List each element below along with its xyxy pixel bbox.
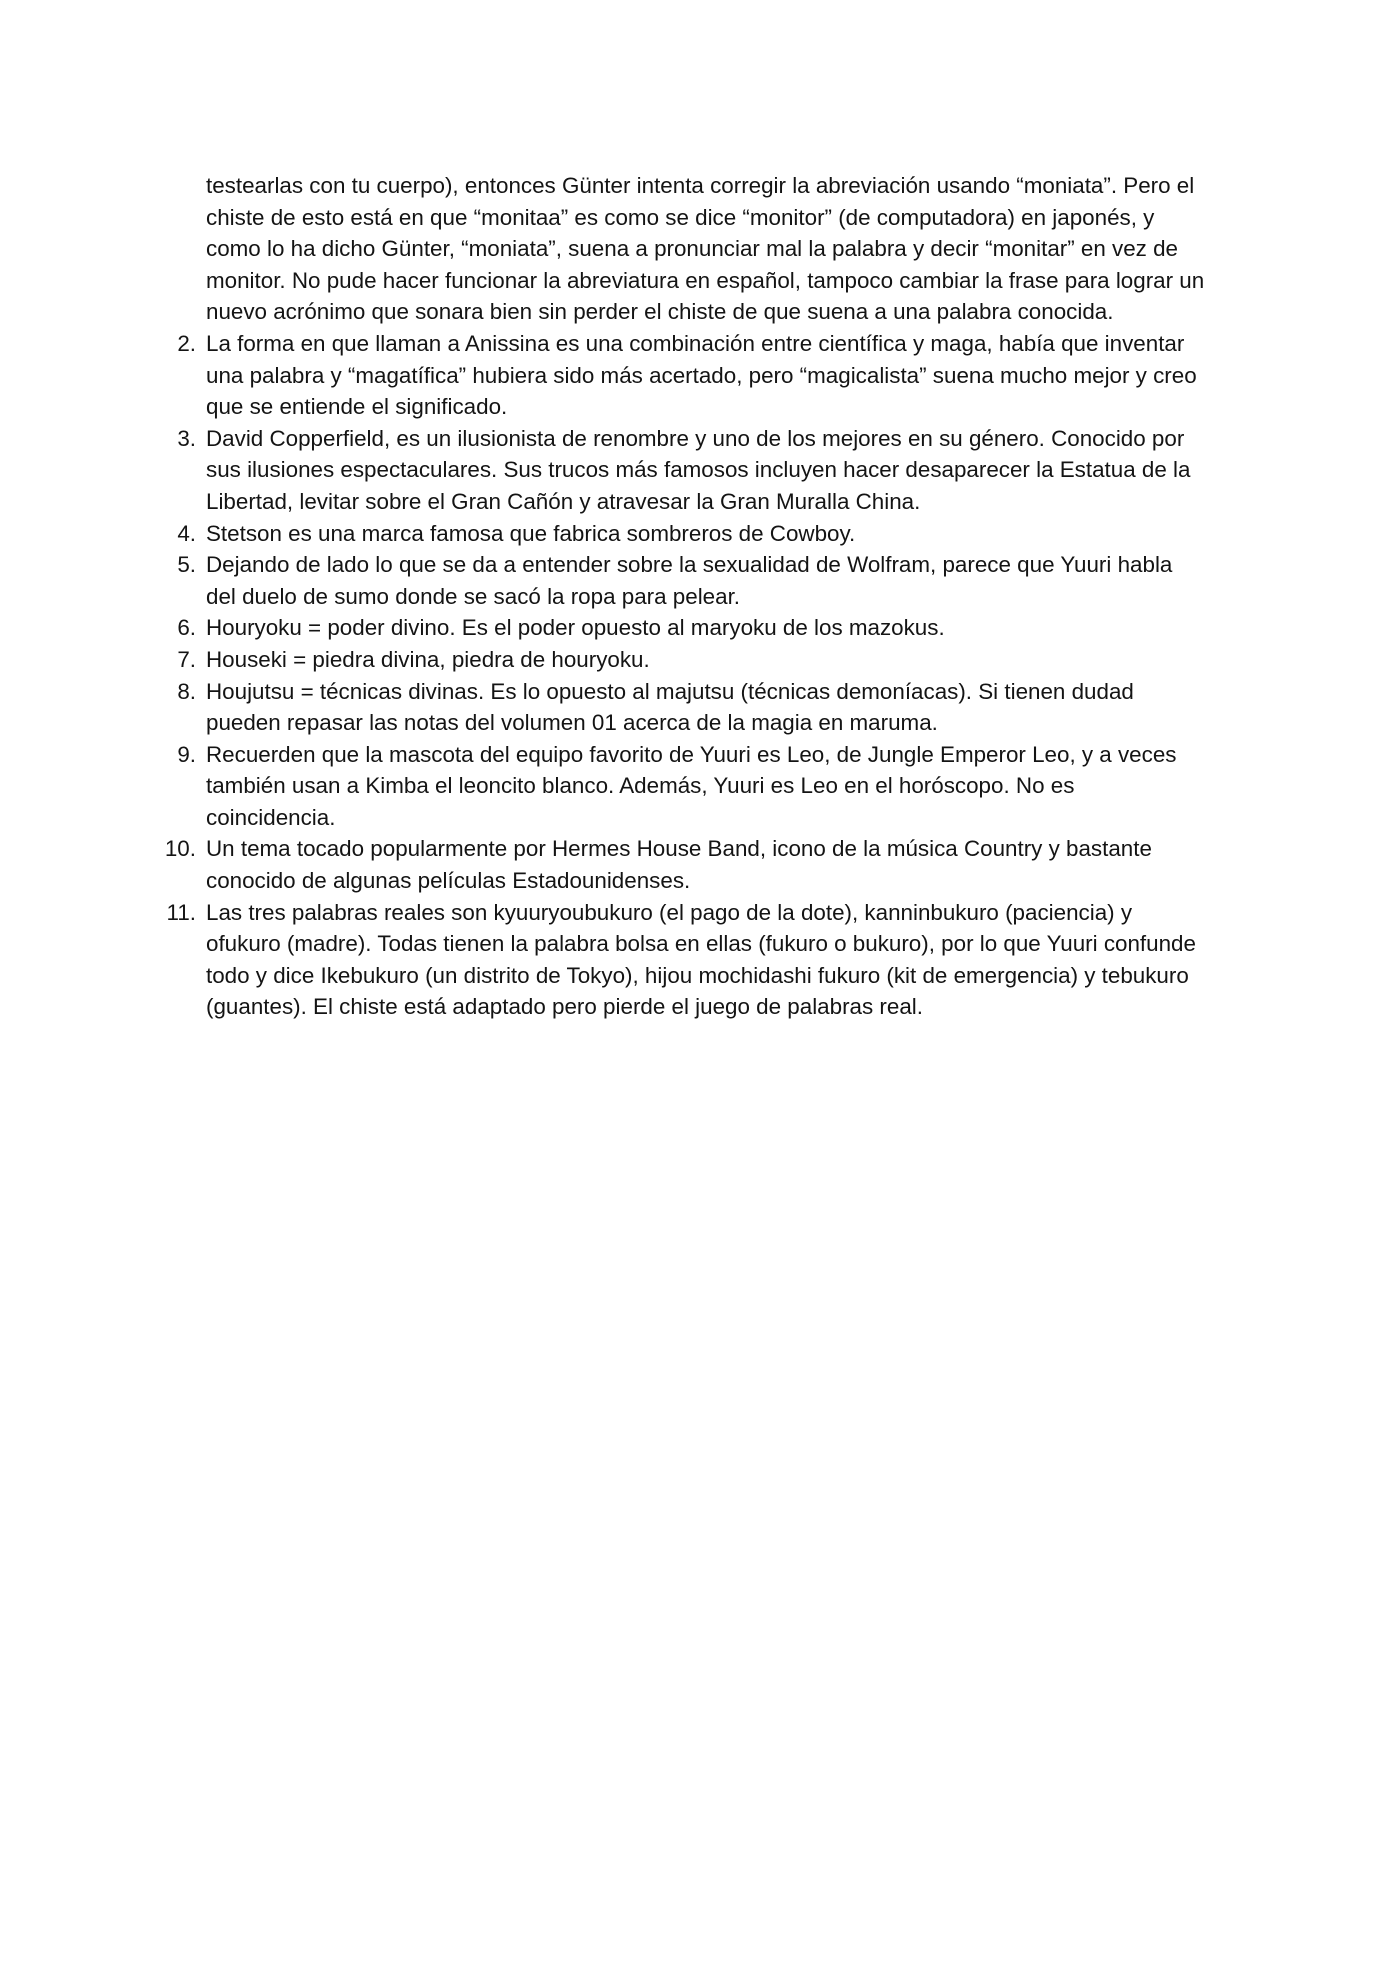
note-item-3	[177, 423, 1206, 518]
note-item-5	[177, 549, 1206, 612]
note-text: Las tres palabras reales son kyuuryoubukuro (el pago de la dote), kanninbukuro (paciencia) y ofukuro (madre). Todas tienen la palabra bolsa en ellas (fukuro o bukuro), por lo que Yuuri confunde todo y dice Ikebukuro (un distrito de Tokyo), hijou mochidashi fukuro (kit de emergencia) y tebukuro (guantes). El chiste está adaptado pero pierde el juego de palabras real.	[206, 899, 1196, 1020]
note-item-4	[177, 518, 1206, 550]
note-text: David Copperfield, es un ilusionista de renombre y uno de los mejores en su género. Conocido por sus ilusiones espectaculares. Sus trucos más famosos incluyen hacer desaparecer la Estatua de la Libertad, levitar sobre el Gran Cañón y atravesar la Gran Muralla China.	[206, 425, 1191, 514]
note-item-10	[164, 833, 1206, 896]
note-text: Houryoku = poder divino. Es el poder opuesto al maryoku de los mazokus.	[206, 615, 945, 641]
note-text: Stetson es una marca famosa que fabrica sombreros de Cowboy.	[206, 520, 856, 546]
note-item-9	[177, 739, 1206, 834]
note-number: 7.	[177, 646, 196, 672]
note-number: 5.	[177, 552, 196, 578]
note-item-11	[166, 897, 1206, 1023]
note-item-8	[177, 676, 1206, 739]
note-number: 3.	[177, 425, 196, 451]
note-item-7	[177, 644, 1206, 676]
note-number: 2.	[177, 330, 196, 356]
note-number: 11.	[166, 899, 196, 925]
note-item-2	[177, 328, 1206, 423]
note-text: Un tema tocado popularmente por Hermes House Band, icono de la música Country y bastante conocido de algunas películas Estadounidenses.	[206, 836, 1152, 894]
note-number: 9.	[177, 741, 196, 767]
note-text: La forma en que llaman a Anissina es una combinación entre científica y maga, había que inventar una palabra y “magatífica” hubiera sido más acertado, pero “magicalista” suena mucho mejor y creo que se entiende el significado.	[206, 330, 1197, 420]
note-continuation: testearlas con tu cuerpo), entonces Günter intenta corregir la abreviación usando “moniata”. Pero el chiste de esto está en que “monitaa” es como se dice “monitor” (de computadora) en japonés, y como lo ha dicho Günter, “moniata”, suena a pronunciar mal la palabra y decir “monitar” en vez de monitor. No pude hacer funcionar la abreviatura en español, tampoco cambiar la frase para lograr un nuevo acrónimo que sonara bien sin perder el chiste de que suena a una palabra conocida.	[206, 173, 1205, 325]
note-text: Dejando de lado lo que se da a entender sobre la sexualidad de Wolfram, parece que Yuuri habla del duelo de sumo donde se sacó la ropa para pelear.	[206, 552, 1173, 609]
note-text: Recuerden que la mascota del equipo favorito de Yuuri es Leo, de Jungle Emperor Leo, y a veces también usan a Kimba el leoncito blanco. Además, Yuuri es Leo en el horóscopo. No es coincidencia.	[206, 741, 1177, 830]
note-text: Houseki = piedra divina, piedra de houryoku.	[206, 646, 650, 672]
note-item-6	[177, 612, 1206, 644]
note-number: 6.	[177, 615, 196, 641]
notes-section	[164, 170, 1206, 1023]
note-number: 10.	[164, 836, 196, 862]
note-number: 4.	[177, 520, 196, 546]
note-number: 8.	[177, 678, 196, 704]
note-text: Houjutsu = técnicas divinas. Es lo opuesto al majutsu (técnicas demoníacas). Si tienen dudad pueden repasar las notas del volumen 01 acerca de la magia en maruma.	[206, 678, 1134, 736]
